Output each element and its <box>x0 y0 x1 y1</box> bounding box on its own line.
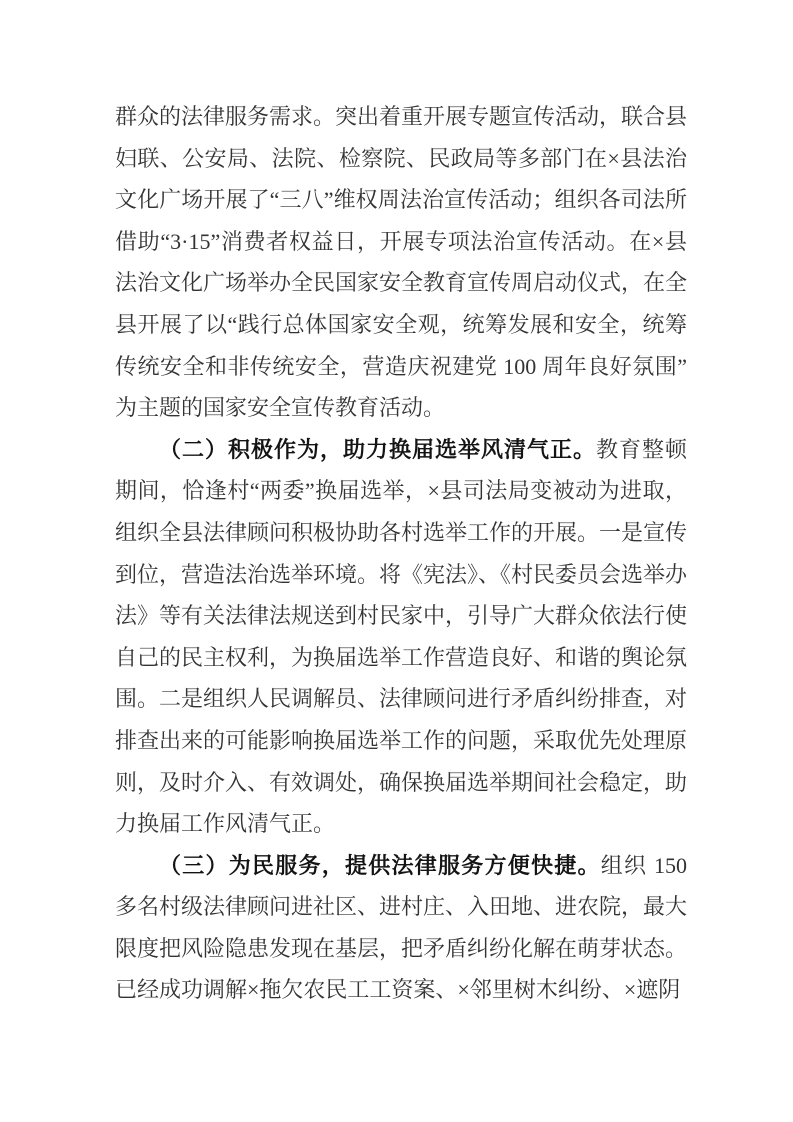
paragraph-section-3 <box>115 845 687 1011</box>
body-text: 群众的法律服务需求。突出着重开展专题宣传活动，联合县妇联、公安局、法院、检察院、民政局等多部门在×县法治文化广场开展了“三八”维权周法治宣传活动；组织各司法所借助“3·15”消费者权益日，开展专项法治宣传活动。在×县法治文化广场举办全民国家安全教育宣传周启动仪式，在全县开展了以“践行总体国家安全观，统筹发展和安全，统筹传统安全和非传统安全，营造庆祝建党 100 周年良好氛围”为主题的国家安全宣传教育活动。 <box>115 104 688 421</box>
document-text-block <box>115 96 687 1011</box>
body-text: 教育整顿期间，恰逢村“两委”换届选举，×县司法局变被动为进取，组织全县法律顾问积极协助各村选举工作的开展。一是宣传到位，营造法治选举环境。将《宪法》、《村民委员会选举办法》等有关法律法规送到村民家中，引导广大群众依法行使自己的民主权利，为换届选举工作营造良好、和谐的舆论氛围。二是组织人民调解员、法律顾问进行矛盾纠纷排查，对排查出来的可能影响换届选举工作的问题，采取优先处理原则，及时介入、有效调处，确保换届选举期间社会稳定，助力换届工作风清气正。 <box>115 436 688 837</box>
body-text: 组织 150 多名村级法律顾问进社区、进村庄、入田地、进农院，最大限度把风险隐患发现在基层，把矛盾纠纷化解在萌芽状态。已经成功调解×拖欠农民工工资案、×邻里树木纠纷、×遮阴 <box>115 852 688 1003</box>
paragraph-section-2 <box>115 429 687 845</box>
paragraph-continuation <box>115 96 687 429</box>
section-heading: （二）积极作为，助力换届选举风清气正。 <box>159 436 596 462</box>
section-heading: （三）为民服务，提供法律服务方便快捷。 <box>159 852 601 878</box>
